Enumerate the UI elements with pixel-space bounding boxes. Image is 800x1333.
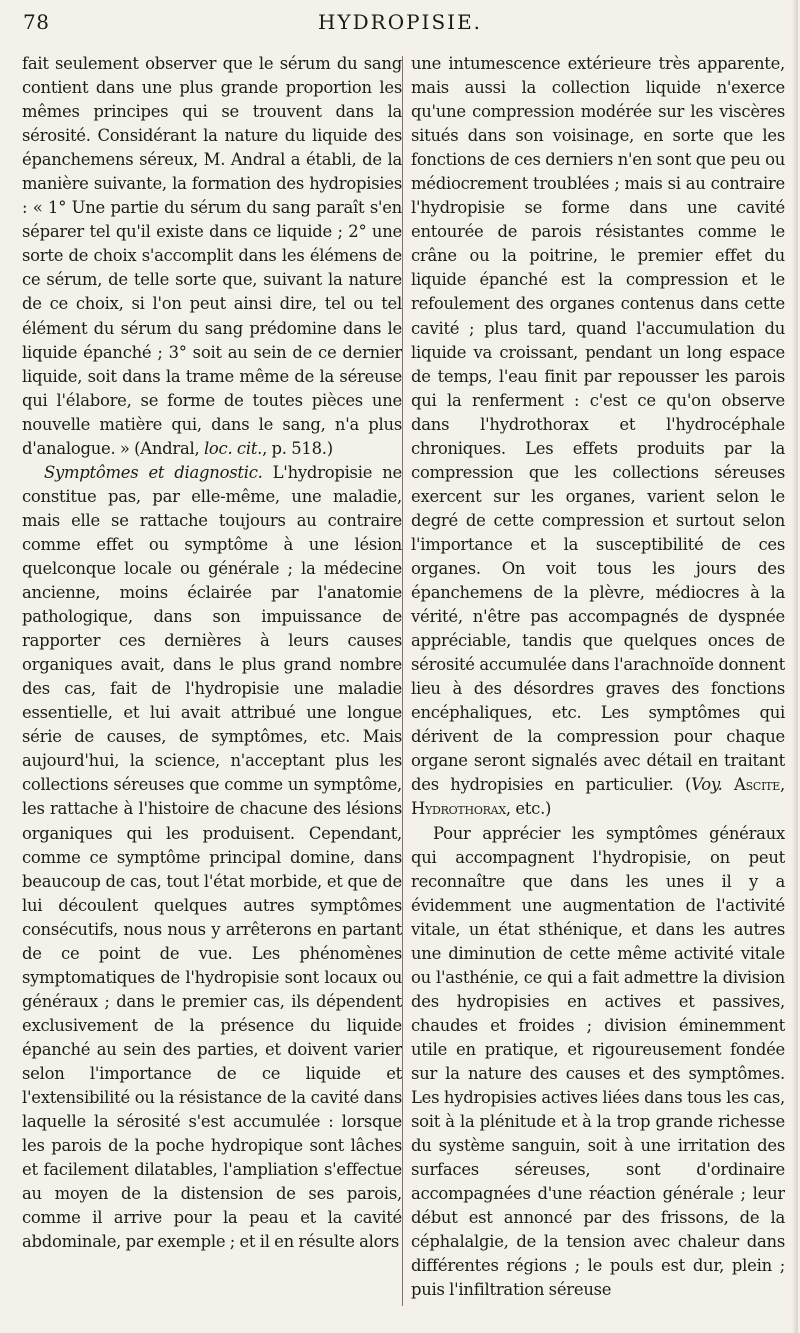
paragraph [411, 52, 785, 822]
column-divider [402, 56, 403, 1306]
voy-abbrev: Voy. [691, 775, 723, 795]
paragraph [22, 461, 402, 1255]
paragraph-text: Pour apprécier les symptômes généraux qui accompagnent l'hydropisie, on peut reconnaître que dans les unes il y a évidemment une augmentation de l'activité vitale, un état sthénique, et dans les autres une diminution de cette même activité vitale ou l'asthénie, ce qui a fait admettre la division des hydropisies en actives et passives, chaudes et froides ; division éminemment utile en pratique, et rigoureusement fondée sur la nature des causes et des symptômes. Les hydropisies actives liées dans tous les cas, soit à la plénitude et à la trop grande richesse du système sanguin, soit à une irritation des surfaces séreuses, sont d'ordinaire accompagnées d'une réaction générale ; leur début est annoncé par des frissons, de la céphalalgie, de la tension avec chaleur dans différentes régions ; le pouls est dur, plein ; puis l'infiltration séreuse [411, 823, 785, 1300]
left-column [22, 52, 402, 1312]
page-number: 78 [23, 10, 50, 34]
paragraph [411, 822, 785, 1303]
page-header [0, 10, 800, 52]
paragraph [22, 52, 402, 461]
citation: loc. cit. [203, 438, 263, 458]
paragraph-text: fait seulement observer que le sérum du sang contient dans une plus grande proportion les mêmes principes qui se trouvent dans la sérosité. Considérant la nature du liquide des épanchemens séreux, M. Andral a établi, de la manière suivante, la formation des hydropisies : « 1° Une partie du sérum du sang paraît s'en séparer tel qu'il existe dans ce liquide ; 2° une sorte de choix s'accomplit dans les élémens de ce sérum, de telle sorte que, suivant la nature de ce choix, si l'on peut ainsi dire, tel ou tel élément du sérum du sang prédomine dans le liquide épanché ; 3° soit au sein de ce dernier liquide, soit dans la trame même de la séreuse qui l'élabore, se forme de toutes pièces une nouvelle matière qui, dans le sang, n'a plus d'analogue. » (Andral, [22, 54, 402, 458]
paragraph-text: L'hydropisie ne constitue pas, par elle-même, une maladie, mais elle se rattache toujours au contraire comme effet ou symptôme à une lésion quelconque locale ou générale ; la médecine ancienne, moins éclairée par l'anatomie pathologique, dans son impuissance de rapporter ces dernières à leurs causes organiques avait, dans le plus grand nombre des cas, fait de l'hydropisie une maladie essentielle, et lui avait attribué une longue série de causes, de symptômes, etc. Mais aujourd'hui, la science, n'acceptant plus les collections séreuses que comme un symptôme, les rattache à l'histoire de chacune des lésions organiques qui les produisent. Cependant, comme ce symptôme principal domine, dans beaucoup de cas, tout l'état morbide, et que de lui découlent quelques autres symptômes consécutifs, nous nous y arrêterons en partant de ce point de vue. Les phénomènes symptomatiques de l'hydropisie sont locaux ou généraux ; dans le premier cas, ils dépendent exclusivement de la présence du liquide épanché au sein des parties, et doivent varier selon l'importance de ce liquide et l'extensibilité ou la résistance de la cavité dans laquelle la sérosité s'est accumulée : lorsque les parois de la poche hydropique sont lâches et facilement dilatables, l'ampliation s'effectue au moyen de la distension de ses parois, comme il arrive pour la peau et la cavité abdominale, par exemple ; et il en résulte alors [22, 462, 402, 1252]
page-edge-shadow [792, 0, 798, 1333]
paragraph-text: , p. 518.) [262, 438, 333, 458]
paragraph-text: etc.) [510, 799, 552, 819]
section-heading: Symptômes et diagnostic. [44, 462, 263, 482]
paragraph-text: une intumescence extérieure très apparente, mais aussi la collection liquide n'exerce qu'une compression modérée sur les viscères situés dans son voisinage, en sorte que les fonctions de ces derniers n'en sont que peu ou médiocrement troublées ; mais si au contraire l'hydropisie se forme dans une cavité entourée de parois résistantes comme le crâne ou la poitrine, le premier effet du liquide épanché est la compression et le refoulement des organes contenus dans cette cavité ; plus tard, quand l'accumulation du liquide va croissant, pendant un long espace de temps, l'eau finit par repousser les parois qui la renferment : c'est ce qu'on observe dans l'hydrothorax et l'hydrocéphale chroniques. Les effets produits par la compression que les collections séreuses exercent sur les organes, varient selon le degré de cette compression et surtout selon l'importance et la susceptibilité de ces organes. On voit tous les jours des épanchemens de la plèvre, médiocres à la vérité, n'être pas accompagnés de dyspnée appréciable, tandis que quelques onces de sérosité accumulée dans l'arachnoïde donnent lieu à des désordres graves des fonctions encéphaliques, etc. Les symptômes qui dérivent de la compression pour chaque organe seront signalés avec détail en traitant des hydropisies en particulier. ( [411, 54, 785, 795]
right-column [411, 52, 785, 1312]
cross-reference: Ascite, Hydrothorax, [411, 775, 785, 819]
running-head: HYDROPISIE. [317, 10, 483, 34]
